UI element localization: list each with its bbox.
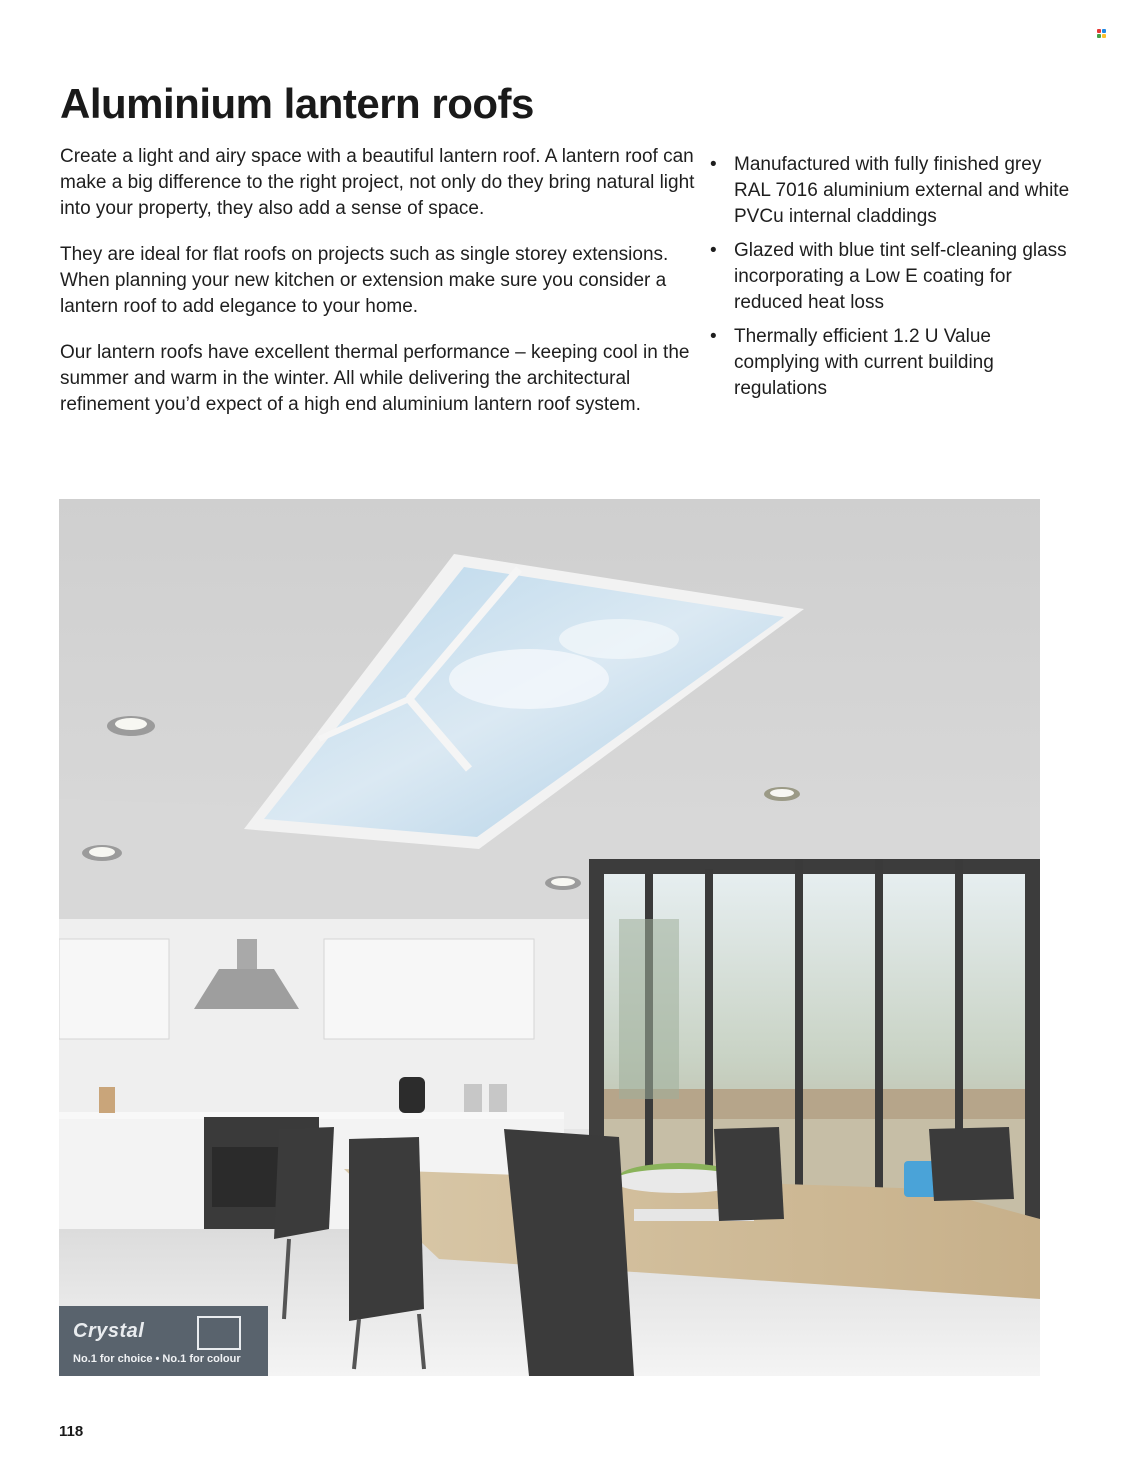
intro-paragraph-3: Our lantern roofs have excellent thermal performance – keeping cool in the summer and warm in the winter. All while delivering the architectural refinement you’d expect of a high end aluminium lantern roof system. [60,342,690,415]
intro-paragraph-1: Create a light and airy space with a beautiful lantern roof. A lantern roof can make a big difference to the right project, not only do they bring natural light into your property, they also add a sense of space. [60,146,695,219]
intro-text [60,144,700,438]
kitchen-photo [59,499,1040,1376]
feature-list [708,152,1078,410]
corner-mark-blue [1102,29,1106,33]
brand-logo-icon [197,1316,241,1350]
corner-mark-green [1097,34,1101,38]
bullet-icon: • [710,326,717,347]
feature-text: Thermally efficient 1.2 U Value complying with current building regulations [734,326,994,399]
feature-item [708,152,1078,230]
feature-text: Manufactured with fully finished grey RAL 7016 aluminium external and white PVCu internal claddings [734,154,1070,227]
feature-item [708,238,1078,316]
intro-paragraph-2: They are ideal for flat roofs on projects such as single storey extensions. When planning your new kitchen or extension make sure you consider a lantern roof to add elegance to your home. [60,244,669,317]
feature-text: Glazed with blue tint self-cleaning glass incorporating a Low E coating for reduced heat loss [734,240,1067,313]
corner-mark-red [1097,29,1101,33]
brand-wordmark: Crystal [73,1320,145,1342]
page-title: Aluminium lantern roofs [60,80,534,127]
bullet-icon: • [710,154,717,175]
bullet-icon: • [710,240,717,261]
corner-mark-yellow [1102,34,1106,38]
feature-item [708,324,1078,402]
brand-badge [59,1306,268,1376]
page-number: 118 [59,1423,84,1440]
corner-logo-mark [1097,29,1107,39]
brand-tagline: No.1 for choice • No.1 for colour [73,1353,241,1365]
